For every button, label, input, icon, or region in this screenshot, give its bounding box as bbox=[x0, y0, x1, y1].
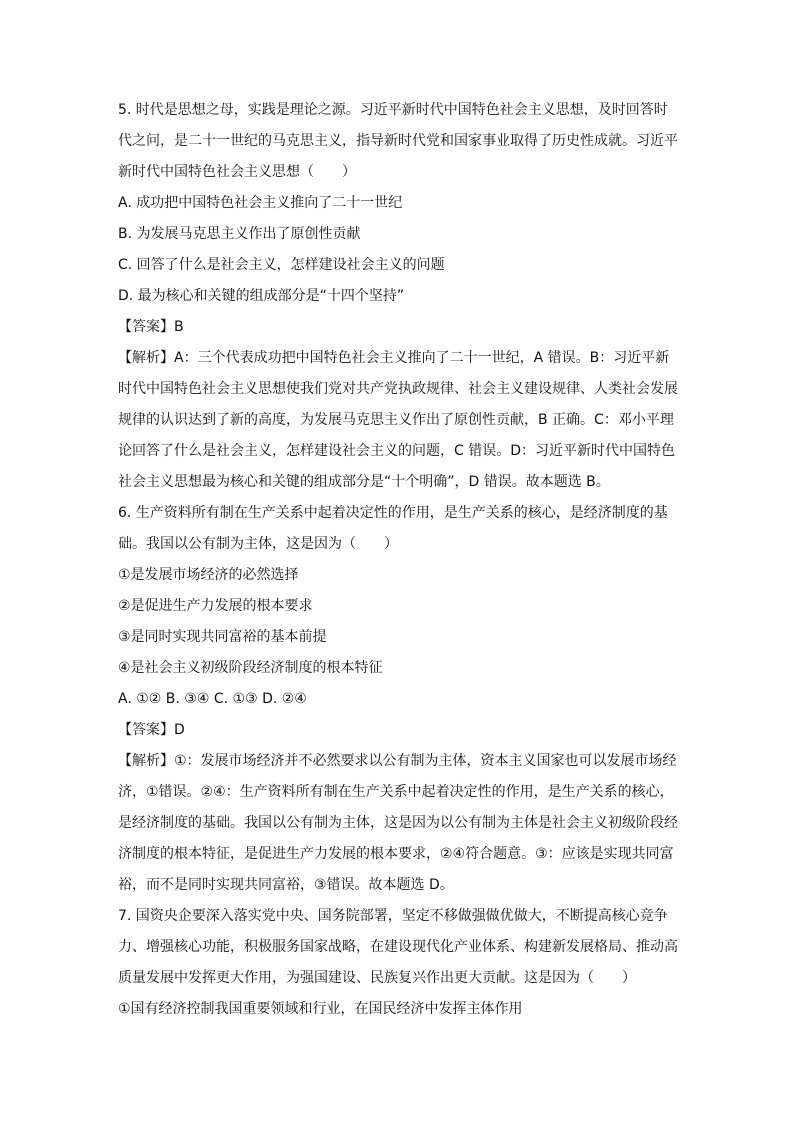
question-stem-line: 6. 生产资料所有制在生产关系中起着决定性的作用，是生产关系的核心，是经济制度的基 bbox=[118, 504, 668, 521]
answer-line bbox=[118, 311, 684, 342]
option-a: A. 成功把中国特色社会主义推向了二十一世纪 bbox=[118, 194, 403, 211]
choice-line: A. ①② B. ③④ C. ①③ D. ②④ bbox=[118, 690, 307, 707]
analysis-text: A：三个代表成功把中国特色社会主义推向了二十一世纪，A 错误。B：习近平新 bbox=[174, 349, 670, 366]
analysis-line bbox=[118, 745, 684, 776]
analysis-line: 规律的认识达到了新的高度，为发展马克思主义作出了原创性贡献，B 正确。C：邓小平理 bbox=[118, 411, 674, 428]
analysis-line: 时代中国特色社会主义思想使我们党对共产党执政规律、社会主义建设规律、人类社会发展 bbox=[118, 380, 678, 397]
question-7 bbox=[118, 900, 684, 1024]
question-stem-line: 质量发展中发挥更大作用，为强国建设、民族复兴作出更大贡献。这是因为（ ） bbox=[118, 969, 636, 986]
question-stem-line: 7. 国资央企要深入落实党中央、国务院部署，坚定不移做强做优做大，不断提高核心竞争 bbox=[118, 907, 668, 924]
analysis-line bbox=[118, 342, 684, 373]
question-stem-line: 5. 时代是思想之母，实践是理论之源。习近平新时代中国特色社会主义思想，及时回答时 bbox=[118, 101, 668, 118]
option-c: C. 回答了什么是社会主义，怎样建设社会主义的问题 bbox=[118, 256, 445, 273]
analysis-line: 济制度的根本特征，是促进生产力发展的根本要求，②④符合题意。③：应该是实现共同富 bbox=[118, 845, 674, 862]
answer-value: D bbox=[174, 721, 185, 738]
statement-1: ①国有经济控制我国重要领域和行业，在国民经济中发挥主体作用 bbox=[118, 1000, 523, 1017]
analysis-line: 社会主义思想最为核心和关键的组成部分是“十个明确”，D 错误。故本题选 B。 bbox=[118, 473, 610, 490]
analysis-label: 【解析】 bbox=[118, 349, 174, 366]
question-6 bbox=[118, 497, 684, 900]
document-page bbox=[118, 94, 684, 1024]
analysis-line: 论回答了什么是社会主义，怎样建设社会主义的问题，C 错误。D：习近平新时代中国特色 bbox=[118, 442, 676, 459]
answer-label: 【答案】 bbox=[118, 318, 174, 335]
analysis-line: 裕，而不是同时实现共同富裕，③错误。故本题选 D。 bbox=[118, 876, 454, 893]
question-stem-line: 础。我国以公有制为主体，这是因为（ ） bbox=[118, 535, 398, 552]
answer-label: 【答案】 bbox=[118, 721, 174, 738]
statement-1: ①是发展市场经济的必然选择 bbox=[118, 566, 299, 583]
statement-2: ②是促进生产力发展的根本要求 bbox=[118, 597, 313, 614]
analysis-label: 【解析】 bbox=[118, 752, 174, 769]
question-stem-line: 代之问，是二十一世纪的马克思主义，指导新时代党和国家事业取得了历史性成就。习近平 bbox=[118, 132, 678, 149]
question-5 bbox=[118, 94, 684, 497]
answer-line bbox=[118, 714, 684, 745]
option-b: B. 为发展马克思主义作出了原创性贡献 bbox=[118, 225, 361, 242]
analysis-line: 是经济制度的基础。我国以公有制为主体，这是因为以公有制为主体是社会主义初级阶段经 bbox=[118, 814, 678, 831]
question-stem-line: 力、增强核心功能，积极服务国家战略，在建设现代化产业体系、构建新发展格局、推动高 bbox=[118, 938, 678, 955]
option-d: D. 最为核心和关键的组成部分是“十四个坚持” bbox=[118, 287, 405, 304]
analysis-line: 济，①错误。②④：生产资料所有制在生产关系中起着决定性的作用，是生产关系的核心， bbox=[118, 783, 674, 800]
analysis-text: ①：发展市场经济并不必然要求以公有制为主体，资本主义国家也可以发展市场经 bbox=[174, 752, 677, 769]
answer-value: B bbox=[174, 318, 184, 335]
statement-4: ④是社会主义初级阶段经济制度的根本特征 bbox=[118, 659, 383, 676]
statement-3: ③是同时实现共同富裕的基本前提 bbox=[118, 628, 327, 645]
question-stem-line: 新时代中国特色社会主义思想（ ） bbox=[118, 163, 356, 180]
